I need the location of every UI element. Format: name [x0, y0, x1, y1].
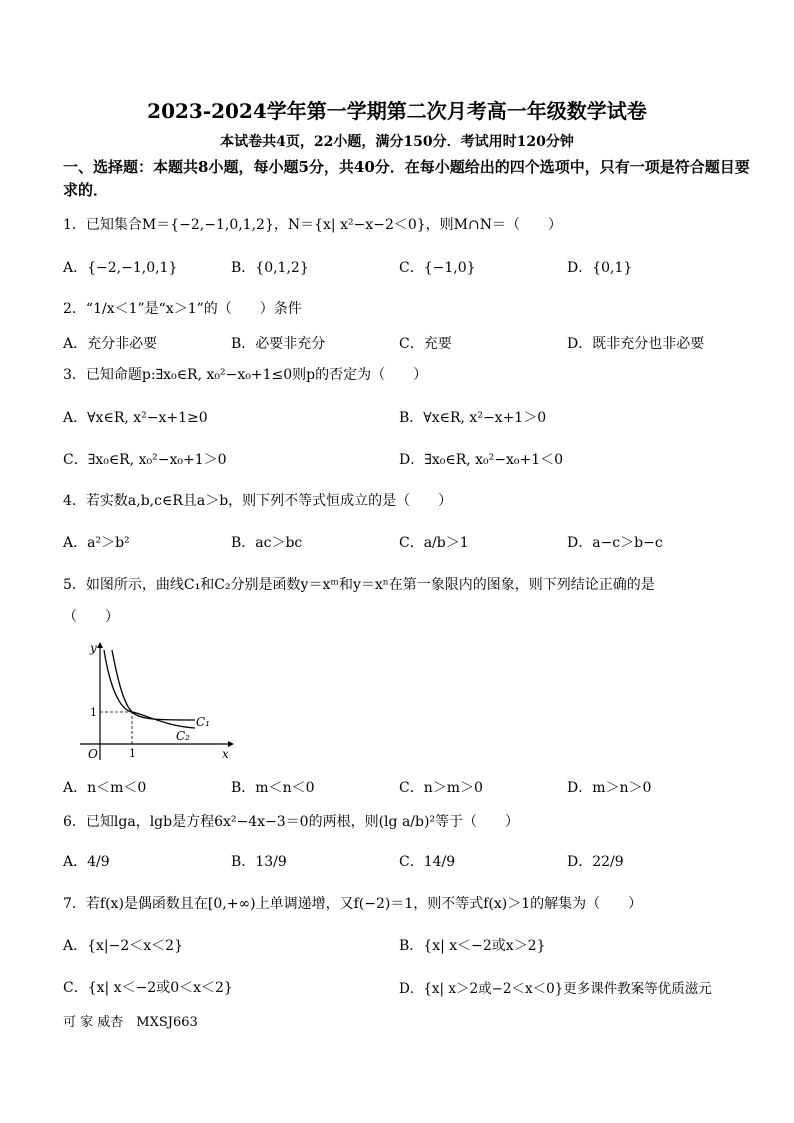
tick-x-1: 1 [129, 747, 136, 760]
q4-option-c: C．a/b＞1 [399, 535, 469, 551]
q6-option-b: B．13/9 [231, 854, 287, 870]
exam-title: 2023-2024学年第一学期第二次月考高一年级数学试卷 [147, 99, 647, 123]
question-5-figure [70, 636, 240, 764]
question-5-stem-cont: （ ） [63, 609, 119, 625]
q6-option-d: D．22/9 [567, 854, 624, 870]
question-3-stem: 3．已知命题p:∃x₀∈R, x₀²−x₀+1≤0则p的否定为（ ） [63, 367, 428, 383]
q1-option-b: B．{0,1,2} [231, 260, 309, 276]
q3-option-b: B．∀x∈R, x²−x+1＞0 [399, 410, 547, 426]
q2-option-c: C．充要 [399, 336, 452, 352]
q3-option-c: C．∃x₀∈R, x₀²−x₀+1＞0 [63, 452, 227, 468]
question-4-stem: 4．若实数a,b,c∈R且a＞b，则下列不等式恒成立的是（ ） [63, 493, 453, 509]
q4-option-b: B．ac＞bc [231, 535, 303, 551]
curve-c1 [112, 650, 195, 720]
section-heading: 一、选择题：本题共8小题，每小题5分，共40分．在每小题给出的四个选项中，只有一项是符合题目要求的． [63, 158, 750, 199]
q4-option-a: A．a²＞b² [63, 535, 130, 551]
question-5-stem: 5．如图所示，曲线C₁和C₂分别是函数y＝xᵐ和y＝xⁿ在第一象限内的图象，则下列结论正确的是 [63, 577, 655, 593]
q1-option-d: D．{0,1} [567, 260, 633, 276]
q7-option-a: A．{x|−2＜x＜2} [63, 938, 183, 954]
q6-option-c: C．14/9 [399, 854, 456, 870]
q1-option-a: A．{−2,−1,0,1} [63, 260, 178, 276]
q3-option-d: D．∃x₀∈R, x₀²−x₀+1＜0 [399, 452, 564, 468]
x-axis-label: x [222, 747, 229, 761]
origin-label: O [88, 747, 98, 761]
c1-label: C₁ [196, 715, 210, 729]
question-7-stem: 7．若f(x)是偶函数且在[0,+∞)上单调递增，又f(−2)＝1，则不等式f(x)＞1的解集为（ ） [63, 896, 643, 912]
q7-option-b: B．{x| x＜−2或x＞2} [399, 938, 546, 954]
q7-option-c: C．{x| x＜−2或0＜x＜2} [63, 980, 233, 996]
q2-option-a: A．充分非必要 [63, 336, 158, 352]
tick-y-1: 1 [90, 706, 97, 719]
q3-option-a: A．∀x∈R, x²−x+1≥0 [63, 410, 208, 426]
q4-option-d: D．a−c＞b−c [567, 535, 663, 551]
q2-option-d: D．既非充分也非必要 [567, 336, 705, 352]
question-1-stem: 1．已知集合M＝{−2,−1,0,1,2}，N＝{x| x²−x−2＜0}，则M∩N＝（ ） [63, 217, 562, 233]
q1-option-c: C．{−1,0} [399, 260, 476, 276]
q2-option-b: B．必要非充分 [231, 336, 326, 352]
q5-option-d: D．m＞n＞0 [567, 780, 652, 796]
q5-option-b: B．m＜n＜0 [231, 780, 315, 796]
exam-subtitle: 本试卷共4页，22小题，满分150分．考试用时120分钟 [220, 134, 574, 150]
q5-option-c: C．n＞m＞0 [399, 780, 483, 796]
question-6-stem: 6．已知lga，lgb是方程6x²−4x−3＝0的两根，则(lg a/b)²等于（ ） [63, 814, 520, 830]
x-axis-arrow [228, 741, 234, 747]
question-2-stem: 2．“1/x＜1”是“x＞1”的（ ）条件 [63, 301, 302, 317]
y-axis-arrow [97, 642, 103, 648]
c2-label: C₂ [176, 729, 190, 743]
q7-option-d: D．{x| x＞2或−2＜x＜0}更多课件教案等优质滋元 [399, 981, 712, 997]
curve-c2 [104, 650, 195, 728]
q5-option-a: A．n＜m＜0 [63, 780, 147, 796]
footer-text: 可 家 威杏 MXSJ663 [63, 1015, 198, 1030]
q6-option-a: A．4/9 [63, 854, 110, 870]
y-axis-label: y [90, 641, 97, 655]
